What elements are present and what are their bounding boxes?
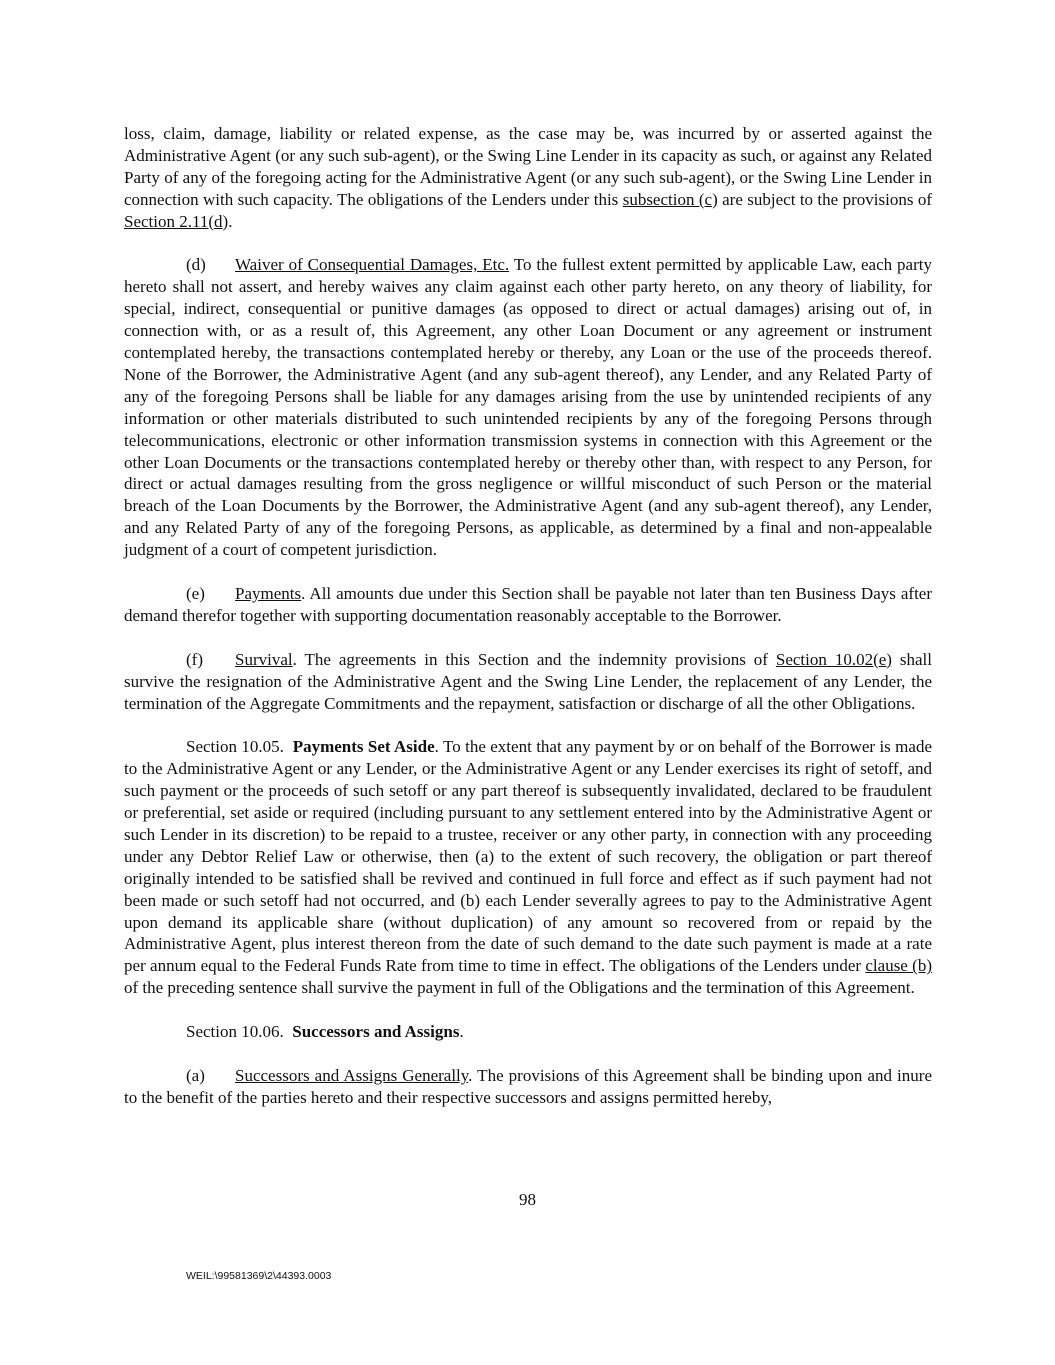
section-10-06 — [124, 1021, 932, 1043]
paragraph-d — [124, 254, 932, 561]
clause-heading: Survival — [235, 649, 293, 669]
section-10-05 — [124, 736, 932, 999]
paragraph-text: loss, claim, damage, liability or related expense, as the case may be, was incurred by or asserted against the Administrative Agent (or any such sub-agent), or the Swing Line Lender in its capacity as such, or against any Related Party of any of the foregoing acting for the Administrative Agent (or any such sub-agent), or the Swing Line Lender in connection with such capacity. The obligations of the Lenders under this — [124, 124, 932, 209]
clause-heading: Successors and Assigns Generally — [235, 1065, 469, 1085]
paragraph-text: . — [228, 211, 233, 231]
paragraph-a — [124, 1065, 932, 1109]
paragraph-e — [124, 583, 932, 627]
document-id: WEIL:\99581369\2\44393.0003 — [186, 1270, 332, 1282]
paragraph-f — [124, 649, 932, 715]
cross-reference: clause (b) — [865, 956, 932, 976]
cross-reference: Section 2.11(d) — [124, 211, 229, 231]
paragraph-text: shall survive the resignation of the Administrative Agent and the Swing Line Lender, the replacement of any Lender, the termination of the Aggregate Commitments and the repayment, satisfaction or discharge of all the other Obligations. — [124, 649, 932, 713]
section-label: Section 10.06. — [186, 1022, 284, 1042]
section-title: Successors and Assigns — [292, 1022, 460, 1042]
section-title: Payments Set Aside — [292, 737, 435, 757]
paragraph-text: . — [459, 1022, 464, 1042]
clause-heading: Waiver of Consequential Damages, Etc. — [235, 255, 510, 275]
clause-number: (a) — [186, 1065, 205, 1085]
document-body — [124, 123, 932, 1131]
clause-heading: Payments — [235, 584, 302, 603]
clause-number: (d) — [186, 255, 206, 275]
cross-reference: Section 10.02(e) — [775, 649, 892, 669]
clause-number: (e) — [186, 584, 205, 603]
paragraph-text: . The agreements in this Section and the indemnity provisions of — [292, 649, 776, 669]
paragraph-text: . To the extent that any payment by or on behalf of the Borrower is made to the Administrative Agent or any Lender, or the Administrative Agent or any Lender exercises its right of setoff, and such payment or the proceeds of such setoff or any part thereof is subsequently invalidated, declared to be fraudulent or preferential, set aside or required (including pursuant to any settlement entered into by the Administrative Agent or such Lender in its discretion) to be repaid to a trustee, receiver or any other party, in connection with any proceeding under any Debtor Relief Law or otherwise, then (a) to the extent of such recovery, the obligation or part thereof originally intended to be satisfied shall be revived and continued in full force and effect as if such payment had not been made or such setoff had not occurred, and (b) each Lender severally agrees to pay to the Administrative Agent upon demand its applicable share (without duplication) of any amount so recovered from or repaid by the Administrative Agent, plus interest thereon from the date of such demand to the date such payment is made at a rate per annum equal to the Federal Funds Rate from time to time in effect. The obligations of the Lenders under — [124, 737, 932, 976]
paragraph-text: . The provisions of this Agreement shall be binding upon and inure to the benefit of the parties hereto and their respective successors and assigns permitted hereby, — [124, 1065, 932, 1107]
clause-number: (f) — [186, 649, 203, 669]
paragraph-text: of the preceding sentence shall survive the payment in full of the Obligations and the termination of this Agreement. — [124, 978, 915, 998]
paragraph-text: are subject to the provisions of — [717, 189, 932, 209]
paragraph-text: . All amounts due under this Section shall be payable not later than ten Business Days after demand therefor together with supporting documentation reasonably acceptable to the Borrower. — [124, 584, 932, 625]
page-number: 98 — [519, 1190, 536, 1209]
section-label: Section 10.05. — [186, 737, 284, 757]
cross-reference: subsection (c) — [622, 189, 718, 209]
paragraph-c-continuation — [124, 123, 932, 233]
paragraph-text: To the fullest extent permitted by applicable Law, each party hereto shall not assert, and hereby waives any claim against each other party hereto, on any theory of liability, for special, indirect, consequential or punitive damages (as opposed to direct or actual damages) arising out of, in connection with, or as a result of, this Agreement, any other Loan Document or any agreement or instrument contemplated hereby, the transactions contemplated hereby or thereby, any Loan or the use of the proceeds thereof. None of the Borrower, the Administrative Agent (and any sub-agent thereof), any Lender, and any Related Party of any of the foregoing Persons shall be liable for any damages arising from the use by unintended recipients of any information or other materials distributed to such unintended recipients by any of the foregoing Persons through telecommunications, electronic or other information transmission systems in connection with this Agreement or the other Loan Documents or the transactions contemplated hereby or thereby other than, with respect to any Person, for direct or actual damages resulting from the gross negligence or willful misconduct of such Person or the material breach of the Loan Documents by the Borrower, the Administrative Agent (and any sub-agent thereof), any Lender, and any Related Party of any of the foregoing Persons, as applicable, as determined by a final and non-appealable judgment of a court of competent jurisdiction. — [124, 255, 932, 560]
